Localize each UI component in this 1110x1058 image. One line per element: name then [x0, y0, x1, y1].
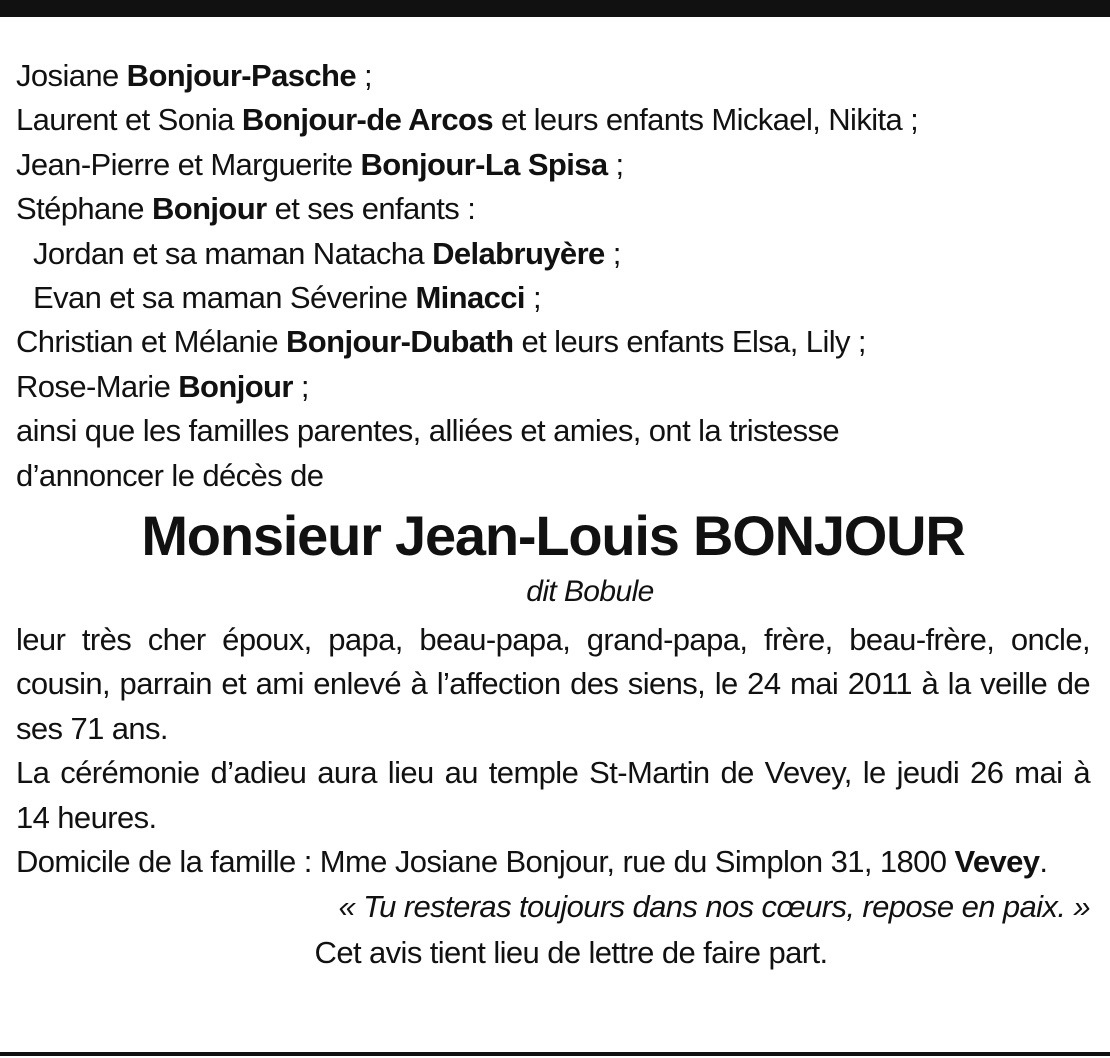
- family-line: Stéphane Bonjour et ses enfants :: [16, 191, 476, 227]
- top-border-rule: [0, 0, 1110, 17]
- family-line: Jean-Pierre et Marguerite Bonjour-La Spisa ;: [16, 146, 624, 182]
- announcement-line: d’annoncer le décès de: [16, 457, 324, 493]
- farewell-quote: « Tu resteras toujours dans nos cœurs, repose en paix. »: [338, 888, 1090, 924]
- family-line: Rose-Marie Bonjour ;: [16, 368, 309, 404]
- bottom-border-rule: [0, 1052, 1110, 1056]
- family-line: Christian et Mélanie Bonjour-Dubath et leurs enfants Elsa, Lily ;: [16, 324, 866, 360]
- family-surname: Bonjour: [178, 368, 293, 404]
- family-surname: Bonjour-Pasche: [126, 58, 356, 93]
- family-line: Evan et sa maman Séverine Minacci ;: [33, 280, 541, 316]
- ceremony-paragraph: La cérémonie d’adieu aura lieu au temple St-Martin de Vevey, le jeudi 26 mai à 14 heures.: [16, 755, 1090, 835]
- announcement-line: ainsi que les familles parentes, alliées et amies, ont la tristesse: [16, 413, 840, 449]
- family-surname: Delabruyère: [432, 235, 605, 271]
- family-line: Jordan et sa maman Natacha Delabruyère ;: [33, 235, 621, 271]
- family-surname: Bonjour-La Spisa: [360, 146, 608, 182]
- family-surname: Minacci: [415, 280, 525, 316]
- relation-paragraph: leur très cher époux, papa, beau-papa, grand-papa, frère, beau-frère, oncle, cousin, parrain et ami enlevé à l’affection des siens, le 24 mai 2011 à la veille de ses 71 ans.: [16, 622, 1090, 746]
- domicile-paragraph: Domicile de la famille : Mme Josiane Bonjour, rue du Simplon 31, 1800 Vevey.: [16, 844, 1048, 880]
- family-surname: Bonjour-Dubath: [285, 324, 514, 360]
- family-line: Josiane Bonjour-Pasche ;: [16, 58, 373, 93]
- obituary-notice: [16, 54, 1090, 975]
- domicile-city: Vevey: [954, 844, 1040, 880]
- family-surname: Bonjour: [151, 191, 267, 227]
- family-line: Laurent et Sonia Bonjour-de Arcos et leurs enfants Mickael, Nikita ;: [16, 102, 919, 138]
- deceased-nickname: dit Bobule: [526, 575, 654, 609]
- deceased-name: Monsieur Jean-Louis BONJOUR: [141, 504, 965, 568]
- family-surname: Bonjour-de Arcos: [241, 102, 493, 138]
- closing-note: Cet avis tient lieu de lettre de faire part.: [314, 934, 828, 970]
